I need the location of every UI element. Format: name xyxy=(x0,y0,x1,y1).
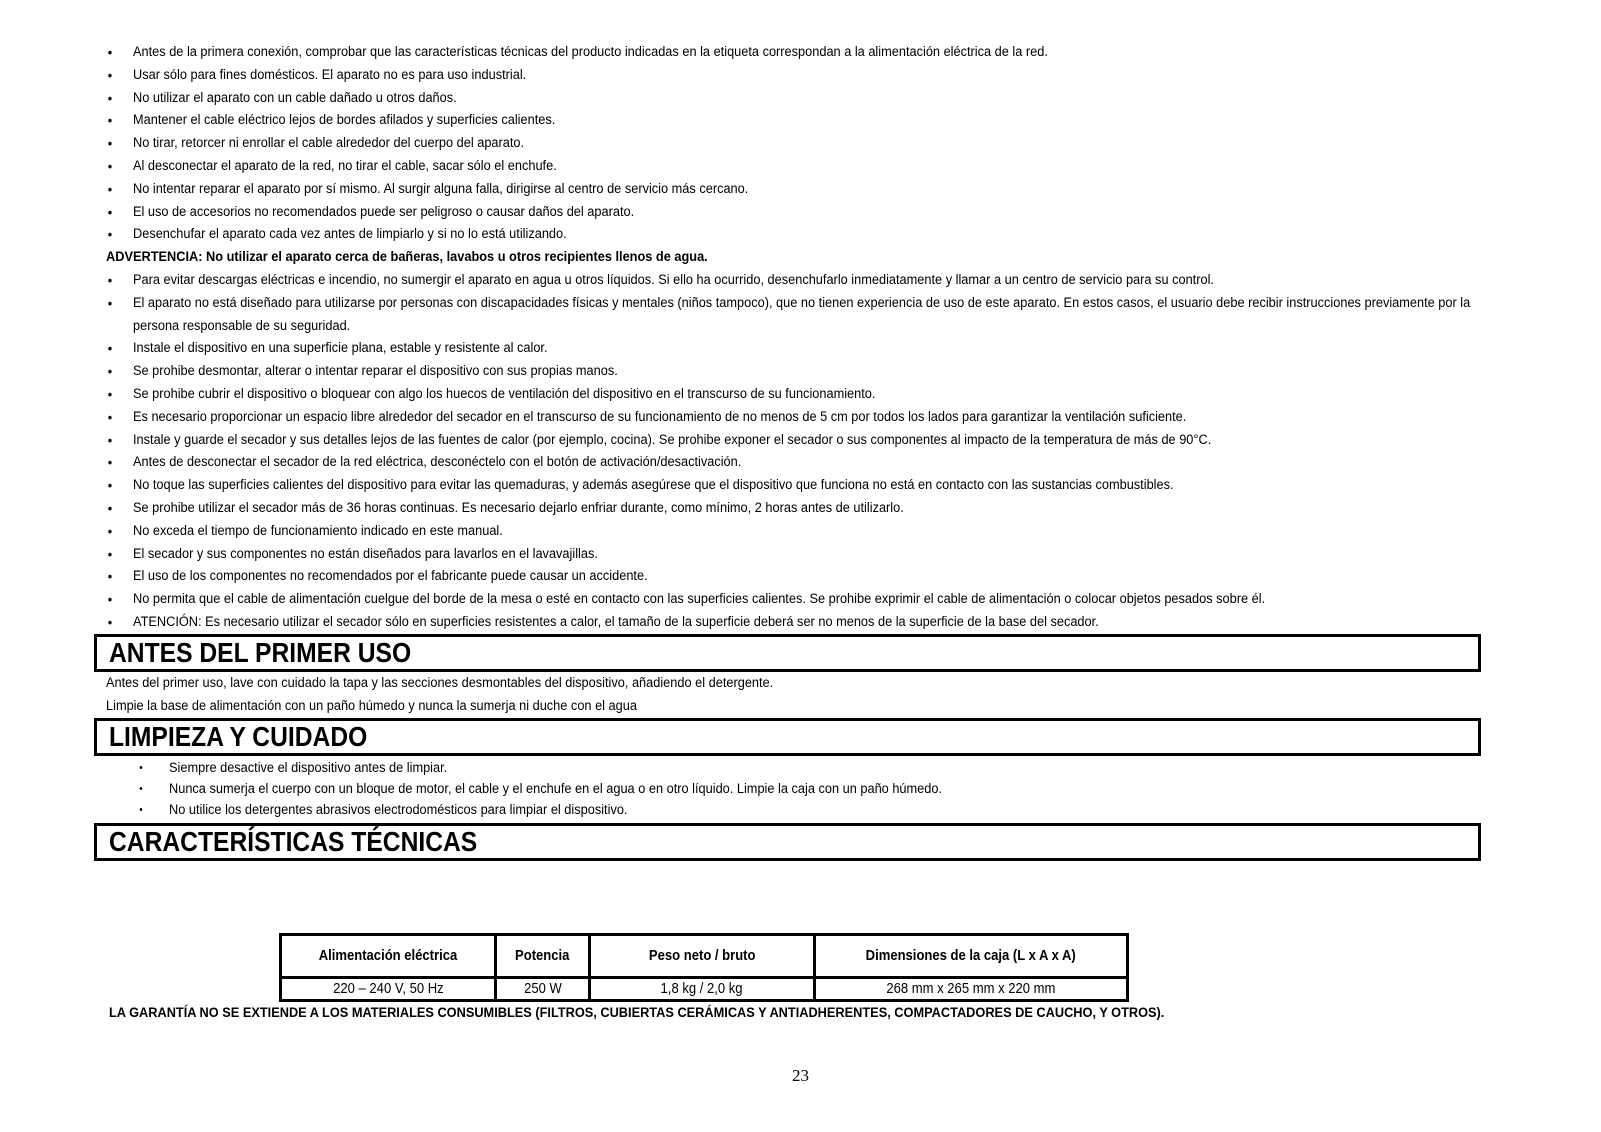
list-item: • El uso de accesorios no recomendados puede ser peligroso o causar daños del aparato. xyxy=(106,201,1492,224)
table-cell: 250 W xyxy=(496,978,590,1001)
list-item: • Al desconectar el aparato de la red, no tirar el cable, sacar sólo el enchufe. xyxy=(106,155,1492,178)
list-item: • Es necesario proporcionar un espacio libre alrededor del secador en el transcurso de su funcionamiento de no menos de 5 cm por todos los lados para garantizar la ventilación suficiente. xyxy=(106,406,1492,429)
specs-table xyxy=(279,933,1129,1002)
list-item: • Se prohibe utilizar el secador más de 36 horas continuas. Es necesario dejarlo enfriar durante, como mínimo, 2 horas antes de utilizarlo. xyxy=(106,497,1492,520)
list-item: • No utilizar el aparato con un cable dañado u otros daños. xyxy=(106,87,1492,110)
table-cell: 268 mm x 265 mm x 220 mm xyxy=(815,978,1128,1001)
content-column xyxy=(106,41,1501,861)
table-row xyxy=(281,978,1128,1001)
list-item: • Nunca sumerja el cuerpo con un bloque de motor, el cable y el enchufe en el agua o en otro líquido. Limpie la caja con un paño húmedo. xyxy=(106,779,1528,800)
list-item: • No intentar reparar el aparato por sí mismo. Al surgir alguna falla, dirigirse al centro de servicio más cercano. xyxy=(106,178,1492,201)
section-title: ANTES DEL PRIMER USO xyxy=(109,636,412,668)
list-item: • Siempre desactive el dispositivo antes de limpiar. xyxy=(106,758,1528,779)
section-title: LIMPIEZA Y CUIDADO xyxy=(109,720,368,752)
safety-list xyxy=(106,41,1501,246)
list-item: • Se prohibe cubrir el dispositivo o bloquear con algo los huecos de ventilación del dispositivo en el transcurso de su funcionamiento. xyxy=(106,383,1492,406)
list-item: • Antes de la primera conexión, comprobar que las características técnicas del producto indicadas en la etiqueta correspondan a la alimentación eléctrica de la red. xyxy=(106,41,1492,64)
first-use-line: Limpie la base de alimentación con un paño húmedo y nunca la sumerja ni duche con el agua xyxy=(106,697,637,714)
safety-list-continued xyxy=(106,269,1501,634)
list-item: • No toque las superficies calientes del dispositivo para evitar las quemaduras, y además asegúrese que el dispositivo que funciona no está en contacto con las sustancias combustibles. xyxy=(106,474,1492,497)
list-item: • Usar sólo para fines domésticos. El aparato no es para uso industrial. xyxy=(106,64,1492,87)
list-item: • Desenchufar el aparato cada vez antes de limpiarlo y si no lo está utilizando. xyxy=(106,223,1492,246)
list-item: • El aparato no está diseñado para utilizarse por personas con discapacidades físicas y mentales (niños tampoco), que no tienen experiencia de uso de este aparato. En estos casos, el usuario debe recibir instrucciones previamente por la persona responsable de su seguridad. xyxy=(106,292,1492,338)
section-heading-cleaning xyxy=(94,718,1481,756)
table-cell: 1,8 kg / 2,0 kg xyxy=(590,978,815,1001)
table-header-cell: Alimentación eléctrica xyxy=(281,935,496,978)
list-item: • No permita que el cable de alimentación cuelgue del borde de la mesa o esté en contacto con las superficies calientes. Se prohibe exprimir el cable de alimentación o colocar objetos pesados sobre él. xyxy=(106,588,1492,611)
list-item: • Se prohibe desmontar, alterar o intentar reparar el dispositivo con sus propias manos. xyxy=(106,360,1492,383)
list-item: • Instale y guarde el secador y sus detalles lejos de las fuentes de calor (por ejemplo, cocina). Se prohibe exponer el secador o sus componentes al impacto de la temperatura de más de 90°C. xyxy=(106,429,1492,452)
table-header-cell: Peso neto / bruto xyxy=(590,935,815,978)
table-header-row xyxy=(281,935,1128,978)
page-number: 23 xyxy=(792,1066,809,1085)
list-item: • No tirar, retorcer ni enrollar el cable alrededor del cuerpo del aparato. xyxy=(106,132,1492,155)
section-heading-specs xyxy=(94,823,1481,861)
list-item: • Instale el dispositivo en una superficie plana, estable y resistente al calor. xyxy=(106,337,1492,360)
list-item: • Mantener el cable eléctrico lejos de bordes afilados y superficies calientes. xyxy=(106,109,1492,132)
warranty-note: LA GARANTÍA NO SE EXTIENDE A LOS MATERIALES CONSUMIBLES (FILTROS, CUBIERTAS CERÁMICAS Y ANTIADHERENTES, COMPACTADORES DE CAUCHO, Y OTROS). xyxy=(109,1005,1165,1021)
list-item: • Antes de desconectar el secador de la red eléctrica, desconéctelo con el botón de activación/desactivación. xyxy=(106,451,1492,474)
cleaning-list xyxy=(106,758,1501,821)
section-heading-first-use xyxy=(94,634,1481,672)
section-title: CARACTERÍSTICAS TÉCNICAS xyxy=(109,825,478,857)
list-item: • No utilice los detergentes abrasivos electrodomésticos para limpiar el dispositivo. xyxy=(106,800,1528,821)
list-item: • Para evitar descargas eléctricas e incendio, no sumergir el aparato en agua u otros líquidos. Si ello ha ocurrido, desenchufarlo inmediatamente y llamar a un centro de servicio para su control. xyxy=(106,269,1492,292)
table-header-cell: Dimensiones de la caja (L x A x A) xyxy=(815,935,1128,978)
table-header-cell: Potencia xyxy=(496,935,590,978)
list-item: • El secador y sus componentes no están diseñados para lavarlos en el lavavajillas. xyxy=(106,543,1492,566)
first-use-line: Antes del primer uso, lave con cuidado la tapa y las secciones desmontables del dispositivo, añadiendo el detergente. xyxy=(106,674,774,691)
warning-text: ADVERTENCIA: No utilizar el aparato cerca de bañeras, lavabos u otros recipientes llenos de agua. xyxy=(106,249,708,266)
list-item: • El uso de los componentes no recomendados por el fabricante puede causar un accidente. xyxy=(106,565,1492,588)
list-item: • ATENCIÓN: Es necesario utilizar el secador sólo en superficies resistentes a calor, el tamaño de la superficie deberá ser no menos de la superficie de la base del secador. xyxy=(106,611,1492,634)
table-cell: 220 – 240 V, 50 Hz xyxy=(281,978,496,1001)
list-item: • No exceda el tiempo de funcionamiento indicado en este manual. xyxy=(106,520,1492,543)
